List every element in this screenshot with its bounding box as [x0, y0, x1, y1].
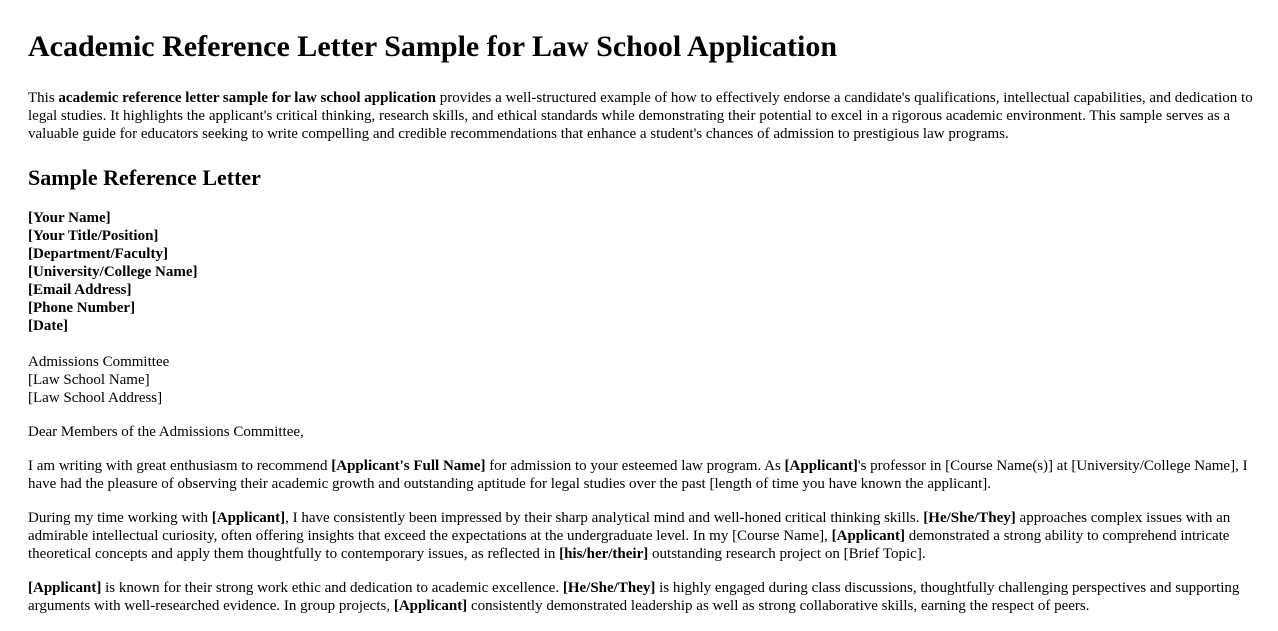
p2-text-2: , I have consistently been impressed by their sharp analytical mind and well-honed critical thinking skills. — [285, 510, 924, 526]
p3-bold-3: [Applicant] — [393, 598, 468, 614]
p1-bold-1: [Applicant's Full Name] — [331, 458, 486, 474]
p2-bold-3: [Applicant] — [831, 528, 905, 544]
p3-bold-1: [Applicant] — [28, 580, 102, 596]
sender-university: [University/College Name] — [28, 264, 198, 280]
letter-paragraph-1 — [28, 457, 1258, 493]
p2-bold-2: [He/She/They] — [923, 510, 1016, 526]
recipient-block — [28, 353, 1258, 407]
intro-text-start: This — [28, 90, 59, 106]
recipient-committee: Admissions Committee — [28, 354, 170, 370]
p1-bold-2: [Applicant] — [784, 458, 858, 474]
sender-date: [Date] — [28, 318, 68, 334]
sender-department: [Department/Faculty] — [28, 246, 168, 262]
p3-text-1: is known for their strong work ethic and dedication to academic excellence. — [101, 580, 563, 596]
intro-bold-phrase: academic reference letter sample for law school application — [58, 90, 436, 106]
letter-paragraph-3 — [28, 579, 1258, 615]
p3-bold-2: [He/She/They] — [562, 580, 656, 596]
letter-paragraph-2 — [28, 509, 1258, 563]
page-title: Academic Reference Letter Sample for Law School Application — [28, 30, 838, 63]
sender-name: [Your Name] — [28, 210, 111, 226]
recipient-school-name: [Law School Name] — [28, 372, 150, 388]
p2-text-5: outstanding research project on [Brief Topic]. — [648, 546, 926, 562]
p2-text-3: approaches complex issues with an admirable intellectual curiosity, often offering insights that exceed the expectations at the undergraduate level. In my [Course Name], — [28, 510, 1231, 544]
p2-text-4: demonstrated a strong ability to comprehend intricate theoretical concepts and apply them thoughtfully to contemporary issues, as reflected in — [28, 528, 1230, 562]
sender-title: [Your Title/Position] — [28, 228, 159, 244]
p2-bold-4: [his/her/their] — [559, 546, 649, 562]
sender-phone: [Phone Number] — [28, 300, 136, 316]
salutation: Dear Members of the Admissions Committee, — [28, 424, 304, 440]
document-page — [0, 30, 1278, 615]
section-heading: Sample Reference Letter — [28, 165, 261, 190]
sender-block — [28, 209, 1258, 335]
intro-paragraph — [28, 89, 1258, 143]
sender-email: [Email Address] — [28, 282, 132, 298]
p1-text-2: for admission to your esteemed law program. As — [485, 458, 785, 474]
p1-text-1: I am writing with great enthusiasm to recommend — [28, 458, 332, 474]
p3-text-2: is highly engaged during class discussions, thoughtfully challenging perspectives and supporting arguments with well-researched evidence. In group projects, — [28, 580, 1240, 614]
p3-text-3: consistently demonstrated leadership as well as strong collaborative skills, earning the respect of peers. — [467, 598, 1090, 614]
intro-text-rest: provides a well-structured example of how to effectively endorse a candidate's qualifications, intellectual capabilities, and dedication to legal studies. It highlights the applicant's critical thinking, research skills, and ethical standards while demonstrating their potential to excel in a rigorous academic environment. This sample serves as a valuable guide for educators seeking to write compelling and credible recommendations that enhance a student's chances of admission to prestigious law programs. — [28, 90, 1253, 142]
recipient-school-address: [Law School Address] — [28, 390, 163, 406]
p2-text-1: During my time working with — [28, 510, 212, 526]
p1-text-3: 's professor in [Course Name(s)] at [University/College Name], I have had the pleasure of observing their academic growth and outstanding aptitude for legal studies over the past [length of time you have known the applicant]. — [28, 458, 1248, 492]
p2-bold-1: [Applicant] — [211, 510, 286, 526]
